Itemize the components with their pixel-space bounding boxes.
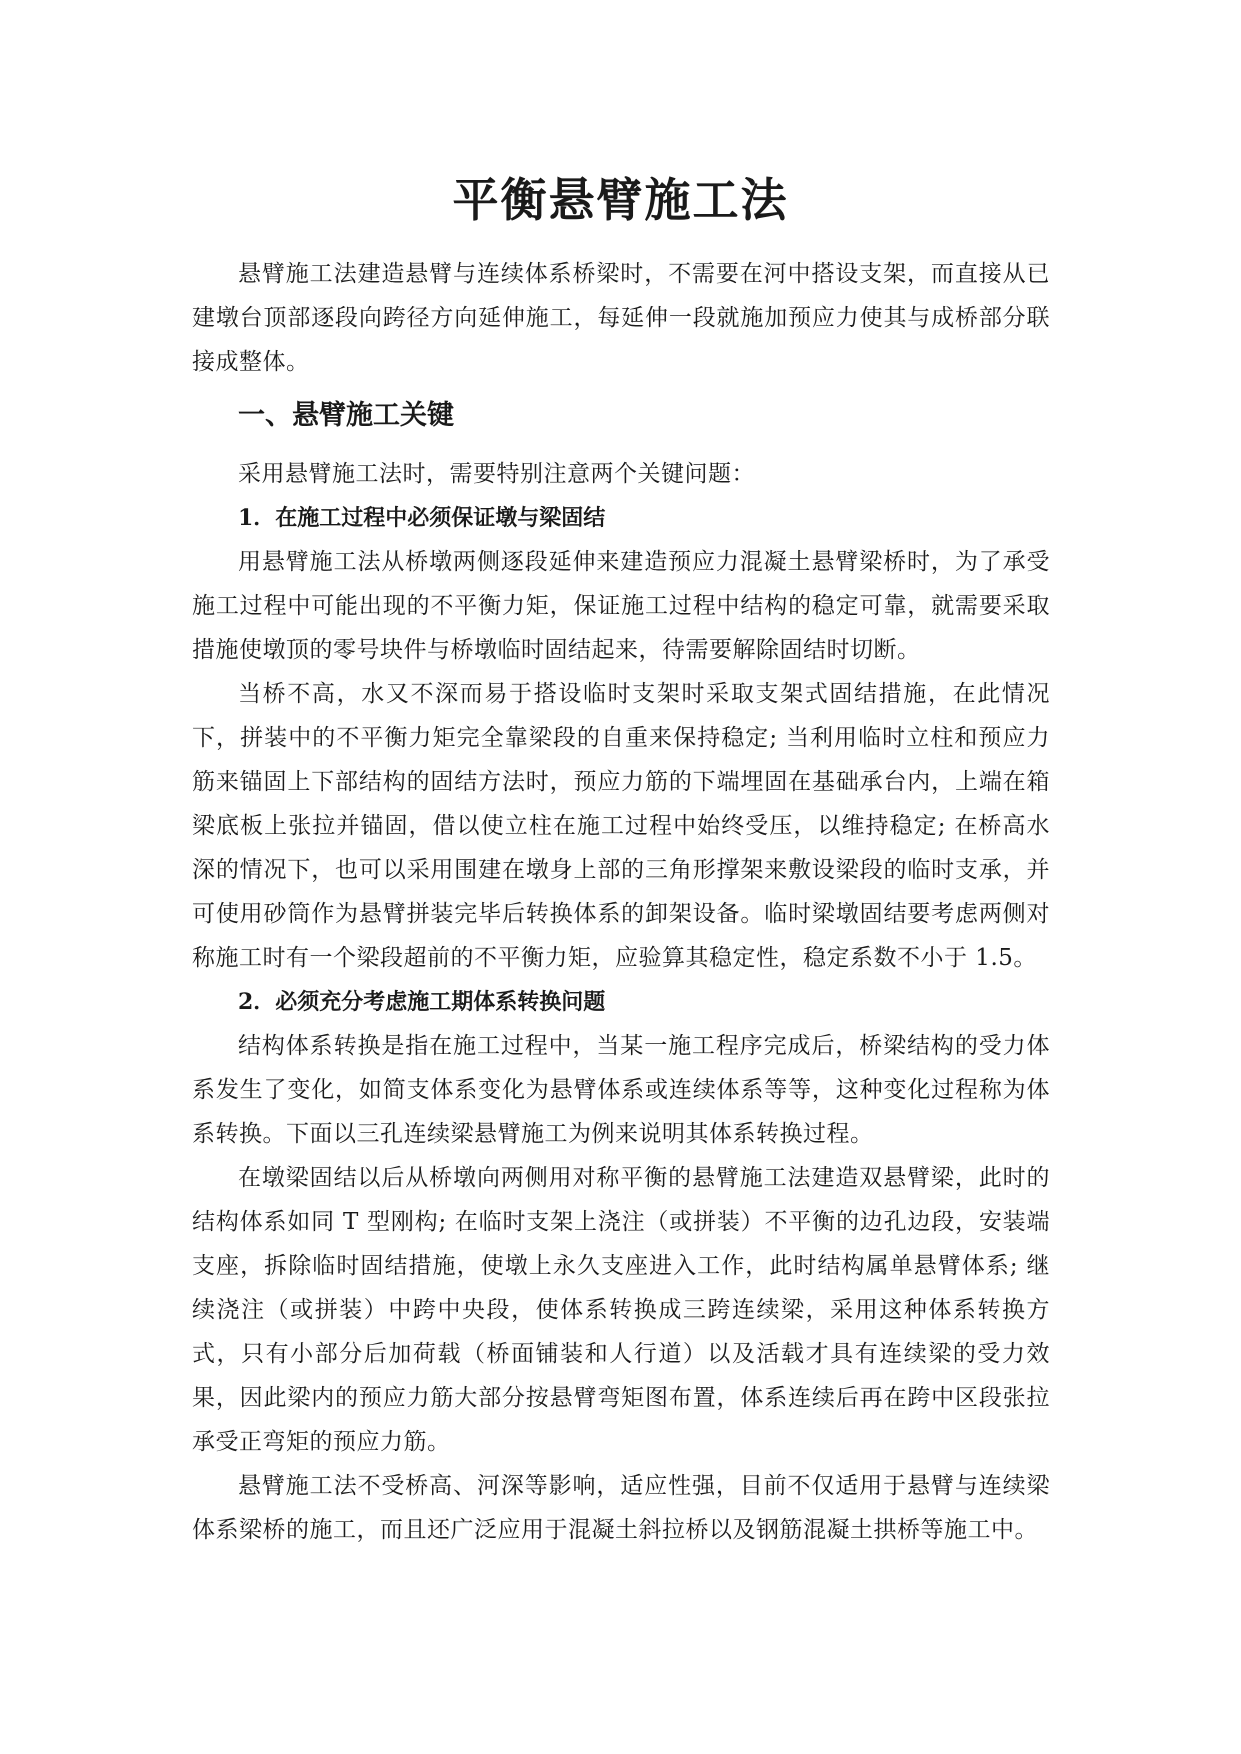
document-body [192, 252, 1050, 1552]
subsection-2-paragraph-2: 在墩梁固结以后从桥墩向两侧用对称平衡的悬臂施工法建造双悬臂梁，此时的结构体系如同 T 型刚构; 在临时支架上浇注（或拼装）不平衡的边孔边段，安装端支座，拆除临时固结措施，使墩上永久支座进入工作，此时结构属单悬臂体系; 继续浇注（或拼装）中跨中央段，使体系转换成三跨连续梁，采用这种体系转换方式，只有小部分后加荷载（桥面铺装和人行道）以及活载才具有连续梁的受力效果，因此梁内的预应力筋大部分按悬臂弯矩图布置，体系连续后再在跨中区段张拉承受正弯矩的预应力筋。 [192, 1165, 1050, 1455]
subsection-1-paragraph-2: 当桥不高，水又不深而易于搭设临时支架时采取支架式固结措施，在此情况下，拼装中的不平衡力矩完全靠梁段的自重来保持稳定; 当利用临时立柱和预应力筋来锚固上下部结构的固结方法时，预应力筋的下端埋固在基础承台内，上端在箱梁底板上张拉并锚固，借以使立柱在施工过程中始终受压，以维持稳定; 在桥高水深的情况下，也可以采用围建在墩身上部的三角形撑架来敷设梁段的临时支承，并可使用砂筒作为悬臂拼装完毕后转换体系的卸架设备。临时梁墩固结要考虑两侧对称施工时有一个梁段超前的不平衡力矩，应验算其稳定性，稳定系数不小于 1.5。 [192, 681, 1050, 971]
subsection-heading-1: 1．在施工过程中必须保证墩与梁固结 [238, 505, 606, 531]
subsection-2-paragraph-1: 结构体系转换是指在施工过程中，当某一施工程序完成后，桥梁结构的受力体系发生了变化，如简支体系变化为悬臂体系或连续体系等等，这种变化过程称为体系转换。下面以三孔连续梁悬臂施工为例来说明其体系转换过程。 [192, 1033, 1050, 1147]
subsection-heading-2: 2．必须充分考虑施工期体系转换问题 [238, 989, 606, 1015]
section-heading: 一、悬臂施工关键 [238, 400, 454, 431]
page-title: 平衡悬臂施工法 [452, 173, 789, 227]
subsection-1-paragraph-1: 用悬臂施工法从桥墩两侧逐段延伸来建造预应力混凝土悬臂梁桥时，为了承受施工过程中可能出现的不平衡力矩，保证施工过程中结构的稳定可靠，就需要采取措施使墩顶的零号块件与桥墩临时固结起来，待需要解除固结时切断。 [192, 549, 1050, 663]
intro-paragraph: 悬臂施工法建造悬臂与连续体系桥梁时，不需要在河中搭设支架，而直接从已建墩台顶部逐段向跨径方向延伸施工，每延伸一段就施加预应力使其与成桥部分联接成整体。 [192, 261, 1050, 375]
subsection-2-paragraph-3: 悬臂施工法不受桥高、河深等影响，适应性强，目前不仅适用于悬臂与连续梁体系梁桥的施工，而且还广泛应用于混凝土斜拉桥以及钢筋混凝土拱桥等施工中。 [192, 1473, 1050, 1543]
section-lead-paragraph: 采用悬臂施工法时，需要特别注意两个关键问题： [238, 461, 755, 487]
